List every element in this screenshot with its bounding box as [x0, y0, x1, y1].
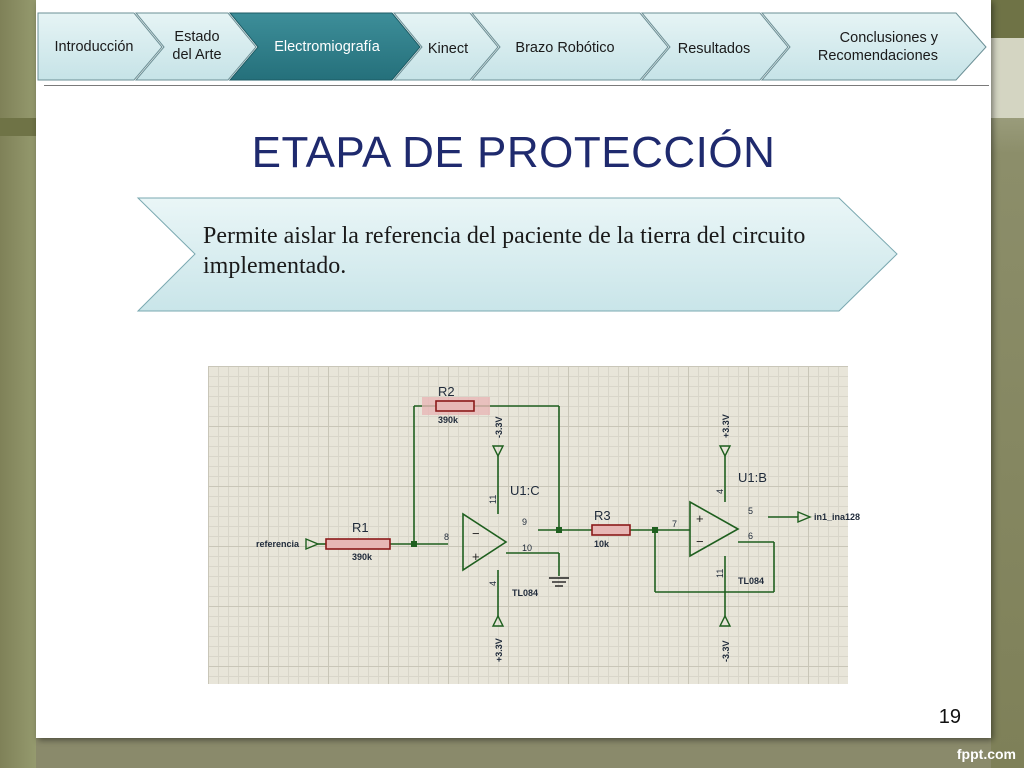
r1-name: R1	[352, 520, 369, 535]
u1b-pin-vminus: 11	[715, 568, 725, 578]
nav-label-kinect: Kinect	[427, 41, 469, 57]
input-terminal-icon	[306, 539, 318, 549]
header-divider	[44, 85, 989, 86]
output-terminal-icon	[798, 512, 810, 522]
u1c-supply-top: -3.3V	[494, 416, 504, 438]
u1b-pin-out: 5	[748, 506, 754, 516]
nav-label-estado-del-arte: Estado del Arte	[172, 29, 222, 63]
nav-label-introduccion: Introducción	[54, 39, 134, 55]
u1c-pin-noninv: 10	[522, 543, 533, 553]
r2-name: R2	[438, 384, 455, 399]
slide-number: 19	[938, 706, 961, 728]
opamp-u1c[interactable]	[463, 514, 506, 570]
resistor-r2[interactable]	[436, 401, 474, 411]
slide-title: ETAPA DE PROTECCIÓN	[251, 128, 776, 177]
u1c-name: U1:C	[510, 483, 540, 498]
nav-label-conclusiones: Conclusiones y Recomendaciones	[817, 30, 938, 64]
r1-value: 390k	[352, 552, 373, 562]
background-band-dark	[991, 0, 1024, 38]
u1b-name: U1:B	[738, 470, 767, 485]
slide	[36, 0, 991, 738]
circuit-schematic	[208, 366, 861, 684]
u1b-pin-noninv: 6	[748, 531, 754, 541]
u1c-minus-sign: −	[472, 526, 480, 541]
u1b-pin-inv: 7	[672, 519, 678, 529]
u1b-supply-bottom: -3.3V	[721, 640, 731, 662]
nav-label-electromiografia: Electromiografía	[274, 39, 380, 55]
u1c-pin-vplus: 11	[488, 494, 498, 504]
ground-icon	[549, 578, 569, 586]
background-stripe	[0, 118, 36, 136]
u1c-chip: TL084	[512, 588, 539, 598]
input-label: referencia	[256, 539, 300, 549]
u1c-plus-sign: +	[472, 549, 480, 564]
nav-label-brazo-robotico: Brazo Robótico	[515, 40, 615, 56]
u1b-pin-vplus: 4	[715, 488, 725, 494]
description-text: Permite aislar la referencia del paciente de la tierra del circuito implementado.	[203, 223, 806, 279]
u1c-pin-out: 9	[522, 517, 528, 527]
description-chevron	[137, 197, 899, 312]
u1b-supply-top: +3.3V	[721, 414, 731, 438]
background-right-panel	[991, 0, 1024, 768]
u1b-plus-sign: +	[696, 511, 704, 526]
section-nav	[36, 10, 991, 85]
u1c-pin-inv: 8	[444, 532, 450, 542]
schematic-drawing	[208, 366, 861, 684]
supply-arrows	[493, 446, 730, 626]
background-left-panel	[0, 0, 36, 768]
output-label: in1_ina128	[814, 512, 861, 522]
resistor-r1[interactable]	[326, 539, 390, 549]
u1b-minus-sign: −	[696, 534, 704, 549]
r2-value: 390k	[438, 415, 459, 425]
nav-label-resultados: Resultados	[677, 41, 751, 57]
u1b-chip: TL084	[738, 576, 765, 586]
u1c-supply-bottom: +3.3V	[494, 638, 504, 662]
u1c-pin-vminus: 4	[488, 580, 498, 586]
resistor-r3[interactable]	[592, 525, 630, 535]
r3-value: 10k	[594, 539, 610, 549]
r3-name: R3	[594, 508, 611, 523]
fppt-watermark: fppt.com	[956, 746, 1016, 762]
